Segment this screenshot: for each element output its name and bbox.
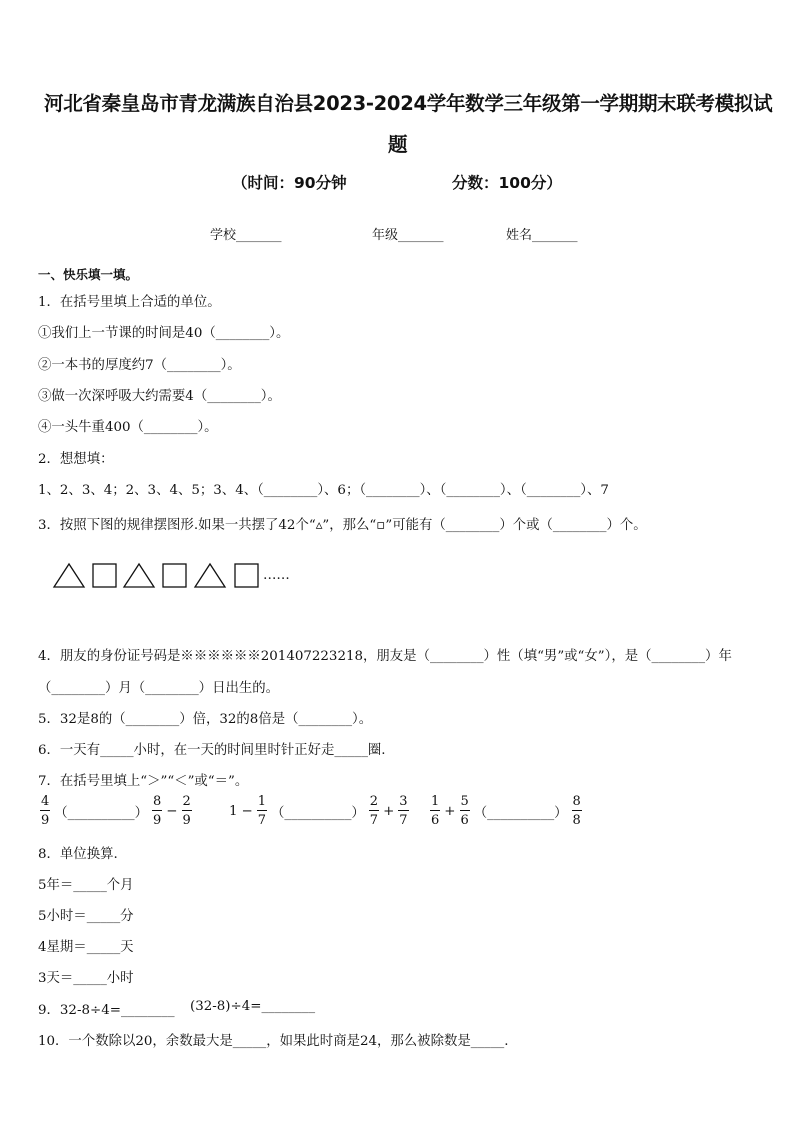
minus-sign: −: [241, 803, 253, 819]
shape-pattern-drawing: [52, 562, 292, 590]
compare-blank[interactable]: （__________）: [473, 805, 568, 821]
fraction: $\frac{8}{8}$: [572, 794, 581, 828]
shape-pattern: [52, 562, 292, 588]
question-1-prompt: 1．在括号里填上合适的单位。: [38, 295, 221, 310]
triangle-shape: [195, 564, 225, 587]
question-6[interactable]: 6．一天有_____小时，在一天的时间里时针正好走_____圈.: [38, 743, 386, 758]
question-5[interactable]: 5．32是8的（________）倍，32的8倍是（________）。: [38, 712, 373, 727]
question-1-item[interactable]: ①我们上一节课的时间是40（________）。: [38, 326, 290, 341]
question-2-sequence[interactable]: 1、2、3、4；2、3、4、5；3、4、（________）、6；（________）、（________）、（________）、7: [38, 483, 609, 498]
question-8-prompt: 8．单位换算.: [38, 847, 118, 862]
exam-title-continued: 题: [388, 133, 408, 156]
question-3-prompt[interactable]: 3．按照下图的规律摆图形.如果一共摆了42个“▵”，那么“▫”可能有（________）个或（________）个。: [38, 518, 647, 533]
question-2-prompt: 2．想想填：: [38, 452, 114, 467]
fraction: $\frac{3}{7}$: [399, 794, 408, 828]
fraction: $\frac{4}{9}$: [41, 794, 50, 828]
fraction: $\frac{1}{6}$: [431, 794, 440, 828]
square-shape: [235, 564, 258, 587]
pattern-ellipsis: ……: [263, 568, 290, 583]
compare-item-1[interactable]: [40, 795, 192, 827]
minus-sign: −: [166, 803, 178, 819]
question-1-item[interactable]: ②一本书的厚度约7（________）。: [38, 358, 241, 373]
question-10[interactable]: 10．一个数除以20，余数最大是_____，如果此时商是24，那么被除数是_____.: [38, 1034, 509, 1049]
square-shape: [93, 564, 116, 587]
question-1-item[interactable]: ④一头牛重400（________）。: [38, 420, 218, 435]
compare-blank[interactable]: （__________）: [271, 805, 365, 821]
question-9-part-a[interactable]: 9．32-8÷4=________: [38, 1003, 175, 1018]
triangle-shape: [124, 564, 154, 587]
fraction: $\frac{2}{9}$: [182, 794, 191, 828]
exam-title: 河北省秦皇岛市青龙满族自治县2023-2024学年数学三年级第一学期期末联考模拟试: [44, 92, 773, 115]
grade-field[interactable]: 年级_______: [372, 228, 444, 243]
exam-time: （时间：90分钟: [232, 174, 347, 192]
question-8-item[interactable]: 3天＝_____小时: [38, 971, 134, 986]
question-8-item[interactable]: 4星期＝_____天: [38, 940, 134, 955]
exam-score: 分数：100分）: [452, 174, 562, 192]
plus-sign: +: [444, 803, 456, 819]
fraction: $\frac{2}{7}$: [369, 794, 379, 828]
question-1-item[interactable]: ③做一次深呼吸大约需要4（________）。: [38, 389, 281, 404]
question-4-line2[interactable]: （________）月（________）日出生的。: [38, 681, 280, 696]
compare-item-2[interactable]: [229, 795, 409, 827]
question-4-line1[interactable]: 4．朋友的身份证号码是※※※※※※201407223218，朋友是（________）性（填“男”或“女”），是（________）年: [38, 649, 732, 664]
fraction: $\frac{5}{6}$: [460, 794, 469, 828]
square-shape: [163, 564, 186, 587]
question-8-item[interactable]: 5年＝_____个月: [38, 878, 134, 893]
compare-item-3[interactable]: [430, 795, 582, 827]
name-field[interactable]: 姓名_______: [506, 228, 578, 243]
plus-sign: +: [383, 803, 395, 819]
question-8-item[interactable]: 5小时＝_____分: [38, 909, 134, 924]
question-9-part-b[interactable]: (32-8)÷4=________: [190, 999, 316, 1014]
school-field[interactable]: 学校_______: [210, 228, 282, 243]
triangle-shape: [54, 564, 84, 587]
whole-number: 1: [229, 803, 238, 819]
section-heading: 一、快乐填一填。: [38, 267, 139, 282]
compare-blank[interactable]: （__________）: [54, 805, 149, 821]
question-7-prompt: 7．在括号里填上“＞”“＜”或“＝”。: [38, 774, 249, 789]
fraction: $\frac{1}{7}$: [257, 794, 267, 828]
fraction: $\frac{8}{9}$: [153, 794, 162, 828]
